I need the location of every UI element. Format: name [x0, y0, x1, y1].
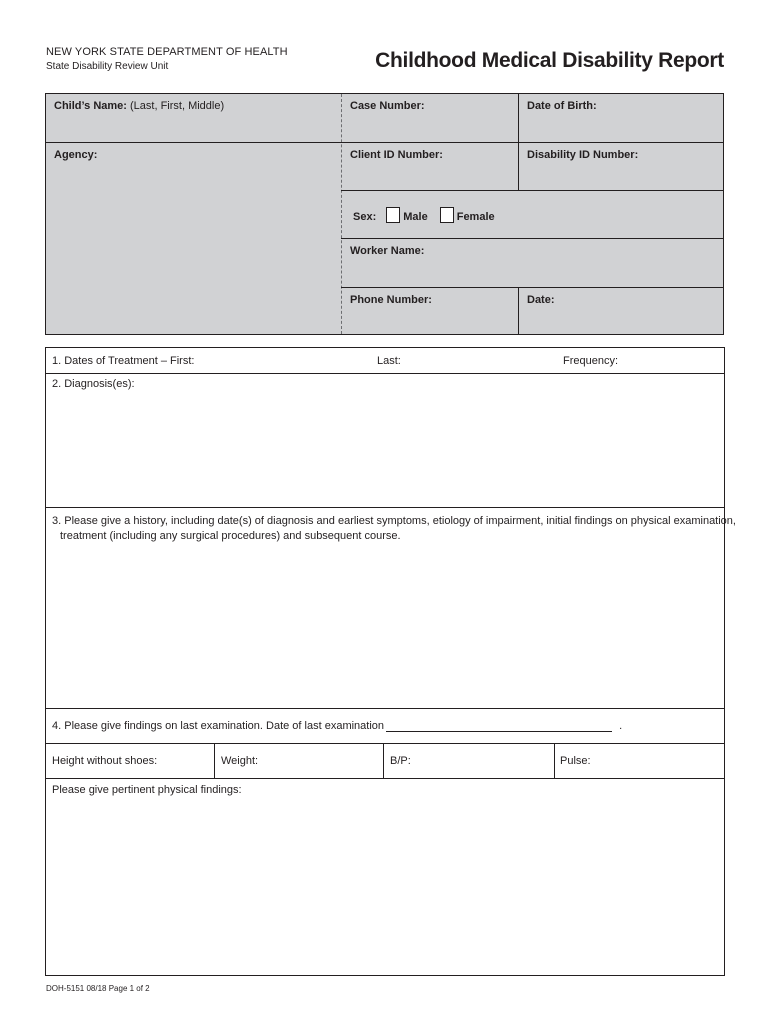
client-id-field[interactable] [342, 143, 518, 190]
sex-label: Sex: [353, 211, 377, 223]
q4-row [46, 708, 724, 743]
q4-period: . [619, 720, 623, 732]
date-label: Date: [527, 294, 555, 306]
date-of-birth-field[interactable] [519, 94, 724, 142]
phone-number-label: Phone Number: [350, 294, 432, 306]
q1-field[interactable] [46, 348, 724, 373]
childs-name-hint: (Last, First, Middle) [130, 100, 225, 112]
disability-id-field[interactable] [519, 143, 724, 190]
header-agency: NEW YORK STATE DEPARTMENT OF HEALTH [46, 46, 288, 58]
physical-findings-label: Please give pertinent physical findings: [52, 784, 242, 796]
q3-field[interactable] [46, 507, 736, 708]
q1-last-label: Last: [377, 355, 401, 367]
form-footer: DOH-5151 08/18 Page 1 of 2 [46, 984, 150, 993]
q1-first-label: 1. Dates of Treatment – First: [52, 355, 195, 367]
measure-divider-2 [383, 744, 384, 779]
date-of-birth-label: Date of Birth: [527, 100, 597, 112]
female-label: Female [456, 211, 495, 223]
q3-label-line2: treatment (including any surgical procedures) and subsequent course. [60, 530, 401, 542]
q2-label: 2. Diagnosis(es): [52, 378, 135, 390]
disability-id-label: Disability ID Number: [527, 149, 639, 161]
q2-field[interactable] [46, 373, 724, 507]
q4-label [52, 720, 622, 732]
case-number-label: Case Number: [350, 100, 425, 112]
male-checkbox[interactable] [386, 207, 400, 223]
sex-row [353, 207, 495, 223]
q3-label-line1: 3. Please give a history, including date(s) of diagnosis and earliest symptoms, etiology of impairment, initial findings on physical examination, [52, 515, 736, 527]
measure-divider-1 [214, 744, 215, 779]
height-label: Height without shoes: [52, 755, 158, 767]
female-checkbox[interactable] [440, 207, 454, 223]
phone-number-field[interactable] [342, 288, 518, 334]
date-field[interactable] [519, 288, 724, 334]
case-number-field[interactable] [342, 94, 518, 142]
form-title: Childhood Medical Disability Report [375, 49, 724, 72]
measurements-row [46, 743, 724, 778]
weight-label: Weight: [221, 755, 259, 767]
worker-name-label: Worker Name: [350, 245, 425, 257]
worker-name-field[interactable] [342, 239, 724, 287]
bp-label: B/P: [390, 755, 411, 767]
divider-row2 [341, 190, 724, 191]
agency-field[interactable] [46, 143, 341, 334]
male-label: Male [403, 211, 428, 223]
client-id-label: Client ID Number: [350, 149, 443, 161]
q4-text: 4. Please give findings on last examination. Date of last examination [52, 720, 385, 732]
childs-name-field[interactable] [46, 94, 341, 142]
identification-box [45, 93, 724, 335]
childs-name-label: Child’s Name: [54, 100, 127, 112]
agency-label: Agency: [54, 149, 98, 161]
header-unit: State Disability Review Unit [46, 61, 169, 72]
medical-questions-box [45, 347, 736, 976]
physical-findings-field[interactable] [46, 778, 724, 975]
pulse-label: Pulse: [560, 755, 591, 767]
q1-frequency-label: Frequency: [563, 355, 619, 367]
measure-divider-3 [554, 744, 555, 779]
last-exam-date-input[interactable] [386, 720, 612, 732]
